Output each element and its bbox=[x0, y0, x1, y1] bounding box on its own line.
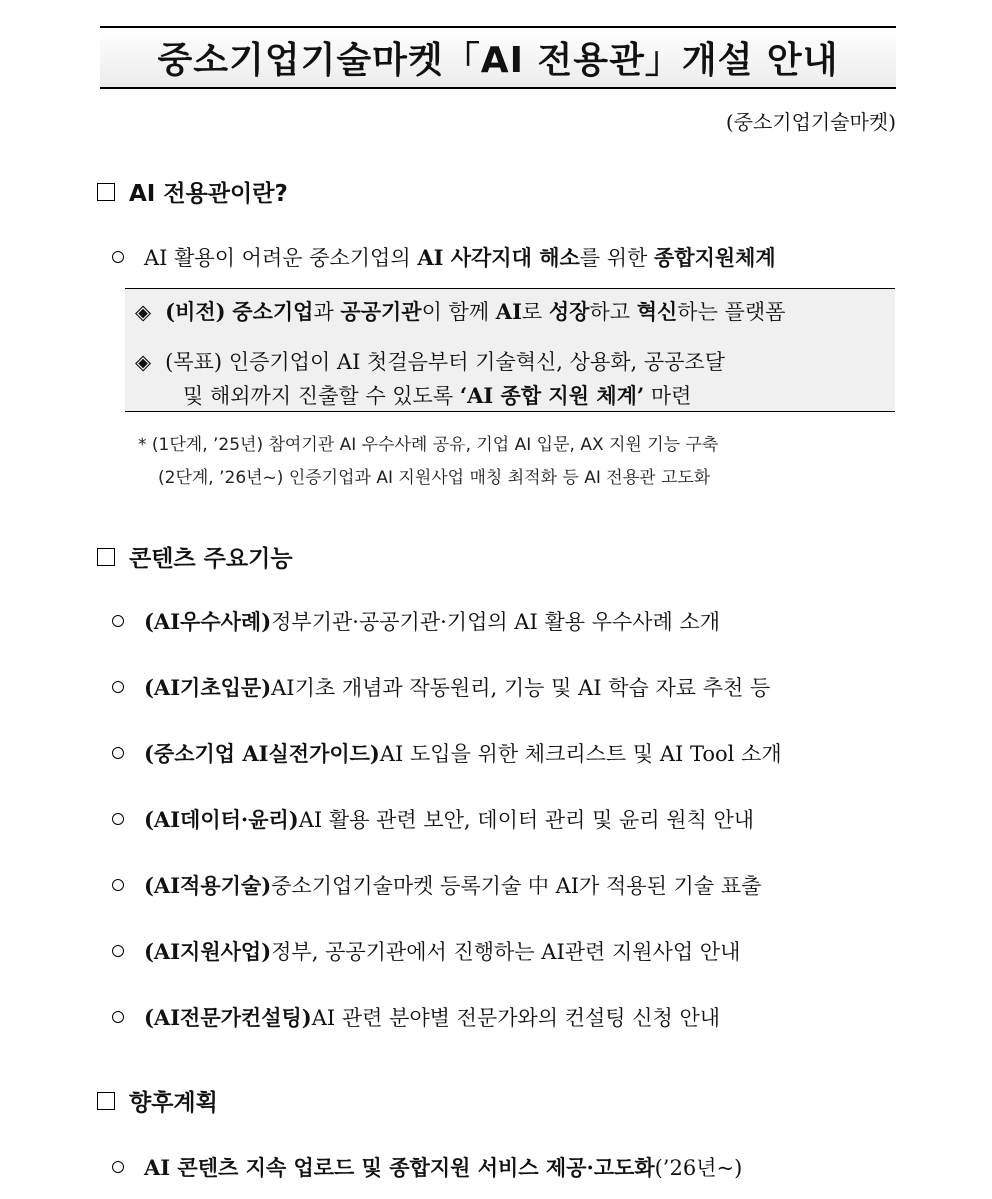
square-bullet-icon bbox=[97, 183, 115, 201]
page-title: 중소기업기술마켓「AI 전용관」개설 안내 bbox=[157, 40, 839, 81]
note-line-1: * (1단계, ’25년) 참여기관 AI 우수사례 공유, 기업 AI 입문, AX 지원 기능 구축 bbox=[138, 435, 719, 455]
list-item: (AI지원사업) 정부, 공공기관에서 진행하는 AI관련 지원사업 안내 bbox=[112, 936, 892, 966]
section-heading-plan: 향후계획 bbox=[97, 1084, 218, 1117]
what-bullet: AI 활용이 어려운 중소기업의 AI 사각지대 해소를 위한 종합지원체계 bbox=[112, 242, 892, 272]
diamond-bullet-icon: ◈ bbox=[135, 350, 152, 374]
note-line-2: (2단계, ’26년~) 인증기업과 AI 지원사업 매칭 최적화 등 AI 전용관 고도화 bbox=[158, 468, 711, 488]
organization-label: (중소기업기술마켓) bbox=[725, 110, 896, 134]
circle-bullet-icon bbox=[112, 813, 124, 825]
circle-bullet-icon bbox=[112, 879, 124, 891]
goal-line-1: ◈ (목표) 인증기업이 AI 첫걸음부터 기술혁신, 상용화, 공공조달 bbox=[135, 350, 726, 374]
title-box bbox=[100, 26, 896, 89]
list-item: (AI기초입문) AI기초 개념과 작동원리, 기능 및 AI 학습 자료 추천 등 bbox=[112, 672, 892, 702]
list-item: (AI데이터·윤리) AI 활용 관련 보안, 데이터 관리 및 윤리 원칙 안내 bbox=[112, 804, 892, 834]
square-bullet-icon bbox=[97, 1092, 115, 1110]
circle-bullet-icon bbox=[112, 1161, 124, 1173]
list-item: (AI적용기술) 중소기업기술마켓 등록기술 中 AI가 적용된 기술 표출 bbox=[112, 870, 892, 900]
list-item: (AI우수사례) 정부기관·공공기관·기업의 AI 활용 우수사례 소개 bbox=[112, 606, 892, 636]
section-heading-contents: 콘텐츠 주요기능 bbox=[97, 540, 293, 573]
circle-bullet-icon bbox=[112, 747, 124, 759]
section-heading-what: AI 전용관이란? bbox=[97, 175, 288, 208]
list-item: (중소기업 AI실전가이드) AI 도입을 위한 체크리스트 및 AI Tool 소개 bbox=[112, 738, 892, 768]
circle-bullet-icon bbox=[112, 1011, 124, 1023]
circle-bullet-icon bbox=[112, 945, 124, 957]
square-bullet-icon bbox=[97, 548, 115, 566]
circle-bullet-icon bbox=[112, 681, 124, 693]
circle-bullet-icon bbox=[112, 615, 124, 627]
vision-line: ◈ (비전) 중소기업과 공공기관이 함께 AI로 성장하고 혁신하는 플랫폼 bbox=[135, 299, 786, 324]
plan-bullet: AI 콘텐츠 지속 업로드 및 종합지원 서비스 제공·고도화 (’26년~) bbox=[112, 1152, 892, 1182]
circle-bullet-icon bbox=[112, 251, 124, 263]
list-item: (AI전문가컨설팅) AI 관련 분야별 전문가와의 컨설팅 신청 안내 bbox=[112, 1002, 892, 1032]
diamond-bullet-icon: ◈ bbox=[135, 300, 152, 324]
goal-line-2: 및 해외까지 진출할 수 있도록 ‘AI 종합 지원 체계’ 마련 bbox=[183, 383, 692, 408]
